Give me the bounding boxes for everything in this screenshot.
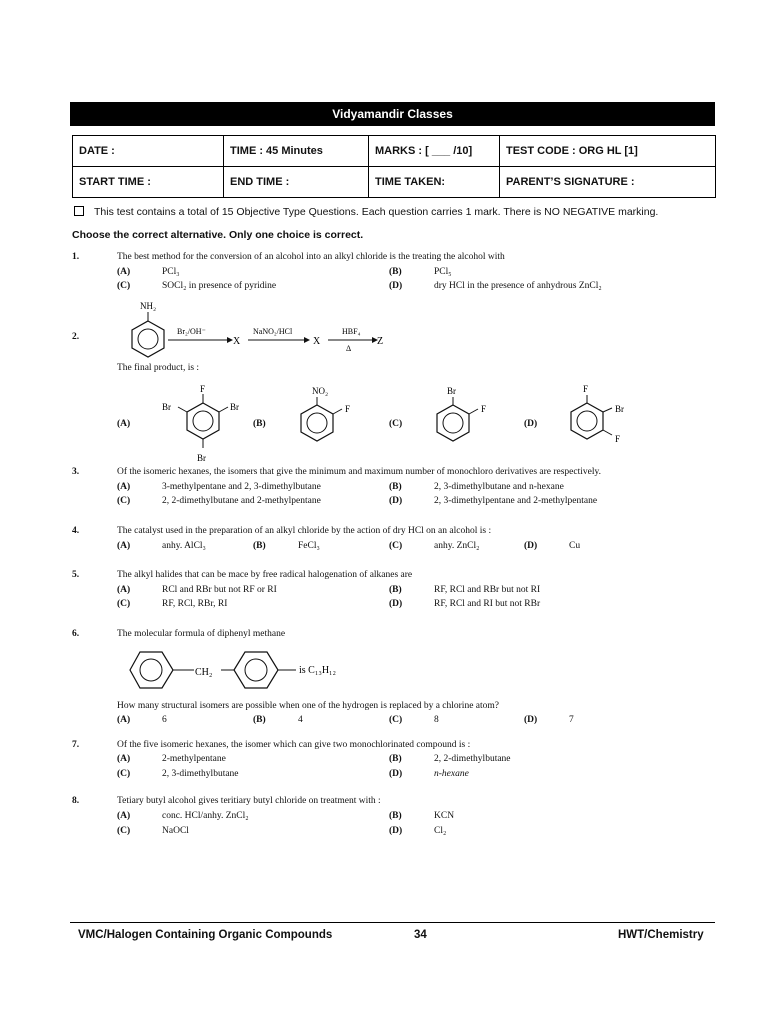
- substituent-f: F: [615, 434, 621, 444]
- question-number: 3.: [72, 467, 80, 477]
- question-number: 8.: [72, 796, 80, 806]
- bond-line: [219, 407, 228, 412]
- reagent-1: Br₂/OH⁻: [177, 327, 206, 336]
- benzene-ring: [301, 405, 333, 441]
- test-info-table: [72, 135, 716, 198]
- substituent-f: F: [345, 404, 351, 414]
- option-label-a: (A): [117, 482, 131, 492]
- date-cell: DATE :: [73, 136, 224, 167]
- option-a: RCl and RBr but not RF or RI: [162, 585, 277, 595]
- option-c: 2, 3-dimethylbutane: [162, 769, 239, 779]
- option-b: 2, 3-dimethylbutane and n-hexane: [434, 482, 564, 492]
- footer-right: HWT/Chemistry: [618, 929, 704, 941]
- page-number: 34: [414, 929, 427, 941]
- option-label-a: (A): [117, 541, 131, 551]
- option-c: anhy. ZnCl₂: [434, 541, 480, 551]
- reagent-3: HBF₄: [342, 327, 361, 336]
- time-cell: TIME : 45 Minutes: [224, 136, 369, 167]
- reaction-scheme: [110, 296, 400, 366]
- question-number: 7.: [72, 740, 80, 750]
- question-number: 1.: [72, 252, 80, 262]
- option-label-c: (C): [117, 769, 131, 779]
- option-label-b: (B): [389, 267, 402, 277]
- substituent-f: F: [583, 384, 589, 394]
- option-b: 4: [298, 715, 303, 725]
- option-d: Cl₂: [434, 826, 447, 836]
- option-label-a: (A): [117, 419, 131, 429]
- intermediate-x1: X: [233, 336, 241, 347]
- benzene-ring: [437, 405, 469, 441]
- header-banner: Vidyamandir Classes: [70, 102, 715, 126]
- benzene-ring: [132, 321, 164, 357]
- question-stem: The molecular formula of diphenyl methane: [117, 629, 286, 639]
- option-label-d: (D): [389, 826, 403, 836]
- aromatic-circle: [443, 413, 463, 433]
- option-b: 2, 2-dimethylbutane: [434, 754, 511, 764]
- structure-a: [158, 382, 248, 464]
- option-label-c: (C): [389, 419, 403, 429]
- structure-d: [560, 382, 640, 452]
- option-label-b: (B): [253, 715, 266, 725]
- time-taken-cell: TIME TAKEN:: [369, 167, 500, 198]
- option-d: 7: [569, 715, 574, 725]
- benzene-ring: [571, 403, 603, 439]
- aromatic-circle: [140, 659, 162, 681]
- substituent-br: Br: [615, 404, 624, 414]
- bond-line: [178, 407, 187, 412]
- benzene-ring-left: [130, 652, 173, 688]
- option-c: NaOCl: [162, 826, 189, 836]
- question-stem-2: How many structural isomers are possible when one of the hydrogen is replaced by a chlorine atom?: [117, 701, 499, 711]
- footer-left: VMC/Halogen Containing Organic Compounds: [78, 929, 333, 941]
- intermediate-x2: X: [313, 336, 321, 347]
- option-label-b: (B): [253, 419, 266, 429]
- option-c: RF, RCl, RBr, RI: [162, 599, 228, 609]
- option-label-a: (A): [117, 754, 131, 764]
- molecular-formula: is C₁₃H₁₂: [299, 665, 337, 676]
- option-a: 2-methylpentane: [162, 754, 226, 764]
- arrowhead-icon: [304, 337, 310, 343]
- option-c: 2, 2-dimethylbutane and 2-methylpentane: [162, 496, 321, 506]
- aromatic-circle: [245, 659, 267, 681]
- choose-instruction: Choose the correct alternative. Only one choice is correct.: [72, 229, 364, 241]
- option-b: RF, RCl and RBr but not RI: [434, 585, 541, 595]
- option-label-c: (C): [117, 281, 131, 291]
- question-number: 6.: [72, 629, 80, 639]
- product-z: Z: [377, 336, 384, 347]
- question-number: 4.: [72, 526, 80, 536]
- checkbox-icon: [74, 206, 84, 216]
- option-label-c: (C): [117, 826, 131, 836]
- option-a: anhy. AlCl₃: [162, 541, 206, 551]
- question-number: 2.: [72, 332, 80, 342]
- option-c: SOCl₂ in presence of pyridine: [162, 281, 277, 291]
- option-a: PCl₃: [162, 267, 180, 277]
- option-label-b: (B): [389, 482, 402, 492]
- nh2-label: NH₂: [140, 301, 157, 311]
- ch2-label: CH₂: [195, 667, 213, 678]
- option-c: 8: [434, 715, 439, 725]
- substituent-br: Br: [162, 402, 171, 412]
- option-b: PCl₅: [434, 267, 452, 277]
- option-d: n-hexane: [434, 769, 469, 779]
- option-d: Cu: [569, 541, 581, 551]
- bond-line: [603, 408, 612, 412]
- aromatic-circle: [138, 329, 158, 349]
- aromatic-circle: [193, 411, 213, 431]
- option-label-c: (C): [117, 496, 131, 506]
- option-label-b: (B): [389, 754, 402, 764]
- question-stem: Of the five isomeric hexanes, the isomer which can give two monochlorinated compound is :: [117, 740, 471, 750]
- parent-signature-cell: PARENT’S SIGNATURE :: [500, 167, 716, 198]
- structure-b: [290, 382, 370, 452]
- delta-label: Δ: [346, 344, 352, 353]
- option-label-d: (D): [389, 281, 403, 291]
- option-label-c: (C): [389, 541, 403, 551]
- option-d: 2, 3-dimethylpentane and 2-methylpentane: [434, 496, 598, 506]
- question-stem: The catalyst used in the preparation of an alkyl chloride by the action of dry HCl on an alcohol is :: [117, 526, 492, 536]
- substituent-f: F: [481, 404, 487, 414]
- question-stem: The final product, is :: [117, 363, 200, 373]
- substituent-f: F: [200, 384, 206, 394]
- instruction-note: [74, 206, 658, 218]
- option-label-b: (B): [389, 585, 402, 595]
- option-a: conc. HCl/anhy. ZnCl₂: [162, 811, 249, 821]
- substituent-no2: NO₂: [312, 386, 329, 396]
- bond-line: [333, 409, 342, 414]
- substituent-br: Br: [230, 402, 239, 412]
- option-a: 3-methylpentane and 2, 3-dimethylbutane: [162, 482, 321, 492]
- question-stem: Of the isomeric hexanes, the isomers that give the minimum and maximum number of monochloro derivatives are respectively.: [117, 467, 602, 477]
- option-label-b: (B): [253, 541, 266, 551]
- option-b: KCN: [434, 811, 455, 821]
- aromatic-circle: [307, 413, 327, 433]
- footer-divider: [70, 922, 715, 923]
- bond-line: [603, 430, 612, 435]
- option-label-b: (B): [389, 811, 402, 821]
- option-label-d: (D): [524, 541, 538, 551]
- question-stem: The alkyl halides that can be mace by free radical halogenation of alkanes are: [117, 570, 413, 580]
- option-label-d: (D): [524, 419, 538, 429]
- option-b: FeCl₃: [298, 541, 320, 551]
- aromatic-circle: [577, 411, 597, 431]
- marks-cell: MARKS : [ ___ /10]: [369, 136, 500, 167]
- option-label-d: (D): [389, 599, 403, 609]
- question-number: 5.: [72, 570, 80, 580]
- structure-c: [426, 382, 506, 452]
- option-label-d: (D): [389, 769, 403, 779]
- option-label-a: (A): [117, 811, 131, 821]
- question-stem: Tetiary butyl alcohol gives teritiary butyl chloride on treatment with :: [117, 796, 381, 806]
- start-time-cell: START TIME :: [73, 167, 224, 198]
- reagent-2: NaNO₂/HCl: [253, 327, 293, 336]
- option-a: 6: [162, 715, 167, 725]
- diphenyl-methane-structure: [118, 642, 358, 702]
- option-label-c: (C): [117, 599, 131, 609]
- option-label-c: (C): [389, 715, 403, 725]
- benzene-ring-right: [234, 652, 278, 688]
- option-label-a: (A): [117, 585, 131, 595]
- benzene-ring: [187, 403, 219, 439]
- substituent-br: Br: [447, 386, 456, 396]
- option-label-d: (D): [389, 496, 403, 506]
- option-label-a: (A): [117, 267, 131, 277]
- option-label-d: (D): [524, 715, 538, 725]
- option-d: dry HCl in the presence of anhydrous ZnCl₂: [434, 281, 602, 291]
- bond-line: [469, 409, 478, 414]
- option-d: RF, RCl and RI but not RBr: [434, 599, 541, 609]
- question-stem: The best method for the conversion of an alcohol into an alkyl chloride is the treating the alcohol with: [117, 252, 505, 262]
- end-time-cell: END TIME :: [224, 167, 369, 198]
- note-text: This test contains a total of 15 Objective Type Questions. Each question carries 1 mark. There is NO NEGATIVE marking.: [94, 206, 659, 218]
- test-code-cell: TEST CODE : ORG HL [1]: [500, 136, 716, 167]
- option-label-a: (A): [117, 715, 131, 725]
- substituent-br: Br: [197, 453, 206, 463]
